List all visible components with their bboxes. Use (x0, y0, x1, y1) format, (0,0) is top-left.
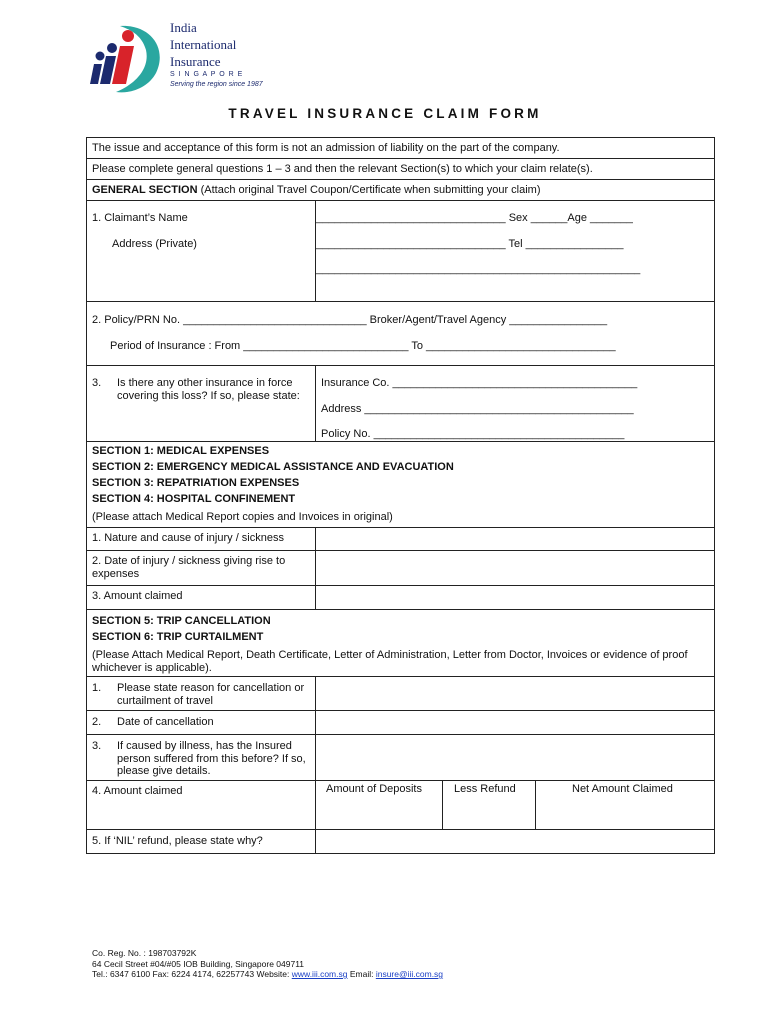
website-link[interactable]: www.iii.com.sg (291, 969, 348, 979)
logo-name-line3: Insurance (170, 54, 221, 69)
insurance-address-field[interactable]: Address ____________________________________________ (321, 403, 634, 415)
insurance-company-field[interactable]: Insurance Co. ________________________________________ (321, 377, 638, 389)
less-refund-header: Less Refund (454, 783, 516, 795)
logo-name-line2: International (170, 37, 237, 52)
address-field-line2[interactable]: _____________________________________________________ (316, 263, 641, 275)
logo-name-line1: India (170, 20, 197, 35)
email-prefix: Email: (347, 969, 376, 979)
section-6-title: SECTION 6: TRIP CURTAILMENT (92, 631, 264, 643)
section-4-title: SECTION 4: HOSPITAL CONFINEMENT (92, 493, 296, 505)
section-2-title: SECTION 2: EMERGENCY MEDICAL ASSISTANCE AND EVACUATION (92, 461, 454, 473)
trip-amount-claimed-label: 4. Amount claimed (92, 785, 183, 797)
company-reg-no: Co. Reg. No. : 198703792K (92, 948, 197, 958)
company-logo (80, 18, 270, 98)
policy-broker-field[interactable]: 2. Policy/PRN No. ______________________________ Broker/Agent/Travel Agency ________________ (92, 314, 608, 326)
footer (92, 948, 443, 980)
injury-nature-label: 1. Nature and cause of injury / sickness (92, 532, 284, 544)
general-section-header (92, 184, 541, 196)
cancellation-reason-input[interactable] (316, 677, 714, 710)
section-5-title: SECTION 5: TRIP CANCELLATION (92, 615, 271, 627)
q3-number-illness: 3. (92, 740, 102, 752)
sections-1-4-note: (Please attach Medical Report copies and Invoices in original) (92, 511, 393, 523)
section-1-title: SECTION 1: MEDICAL EXPENSES (92, 445, 270, 457)
injury-date-label: 2. Date of injury / sickness giving rise to expenses (92, 555, 286, 580)
injury-nature-input[interactable] (316, 528, 714, 550)
form-title: TRAVEL INSURANCE CLAIM FORM (228, 106, 542, 121)
claimant-name-label: 1. Claimant’s Name (92, 212, 188, 224)
company-address: 64 Cecil Street #04/#05 IOB Building, Singapore 049711 (92, 958, 305, 969)
net-amount-input[interactable] (536, 800, 714, 828)
intro-instructions: Please complete general questions 1 – 3 and then the relevant Section(s) to which your claim relate(s). (92, 163, 593, 175)
medical-amount-input[interactable] (316, 586, 714, 609)
sections-5-6-note: (Please Attach Medical Report, Death Certificate, Letter of Administration, Letter from Doctor, Invoices or evidence of proof whichever is applicable). (92, 649, 688, 674)
nil-refund-label: 5. If ‘NIL’ refund, please state why? (92, 835, 263, 847)
other-insurance-question: Is there any other insurance in force covering this loss? If so, please state: (117, 377, 300, 402)
claimant-name-field[interactable]: _______________________________ Sex ______Age _______ (316, 212, 633, 224)
illness-history-label: If caused by illness, has the Insured person suffered from this before? If so, please give details. (117, 740, 306, 777)
logo-tagline: Serving the region since 1987 (170, 81, 263, 88)
cancellation-reason-label: Please state reason for cancellation or curtailment of travel (117, 682, 305, 707)
company-contact (92, 969, 443, 980)
logo-country: S I N G A P O R E (170, 71, 244, 78)
injury-date-input[interactable] (316, 551, 714, 585)
general-section-note: (Attach original Travel Coupon/Certificate when submitting your claim) (197, 184, 541, 196)
illness-history-input[interactable] (316, 735, 714, 780)
address-label: Address (Private) (112, 238, 197, 250)
contact-phone-fax: Tel.: 6347 6100 Fax: 6224 4174, 62257743 Website: (92, 969, 292, 979)
q3-number: 3. (92, 377, 102, 389)
general-section-title: GENERAL SECTION (92, 184, 198, 196)
refund-input[interactable] (443, 800, 534, 828)
nil-refund-input[interactable] (316, 830, 714, 853)
intro-liability-note: The issue and acceptance of this form is not an admission of liability on the part of the company. (92, 142, 560, 154)
address-tel-field[interactable]: _______________________________ Tel ________________ (316, 238, 624, 250)
medical-amount-claimed-label: 3. Amount claimed (92, 590, 183, 602)
cancellation-date-label: Date of cancellation (117, 716, 214, 728)
net-amount-claimed-header: Net Amount Claimed (572, 783, 673, 795)
insurance-policy-field[interactable]: Policy No. _________________________________________ (321, 428, 625, 440)
q1-number: 1. (92, 682, 102, 694)
email-link[interactable]: insure@iii.com.sg (375, 969, 444, 979)
amount-of-deposits-header: Amount of Deposits (326, 783, 422, 795)
q2-number: 2. (92, 716, 102, 728)
deposits-input[interactable] (316, 800, 441, 828)
iii-logo-icon (80, 18, 170, 98)
section-3-title: SECTION 3: REPATRIATION EXPENSES (92, 477, 300, 489)
cancellation-date-input[interactable] (316, 711, 714, 734)
period-of-insurance-field[interactable]: Period of Insurance : From ___________________________ To _______________________________ (110, 340, 616, 352)
